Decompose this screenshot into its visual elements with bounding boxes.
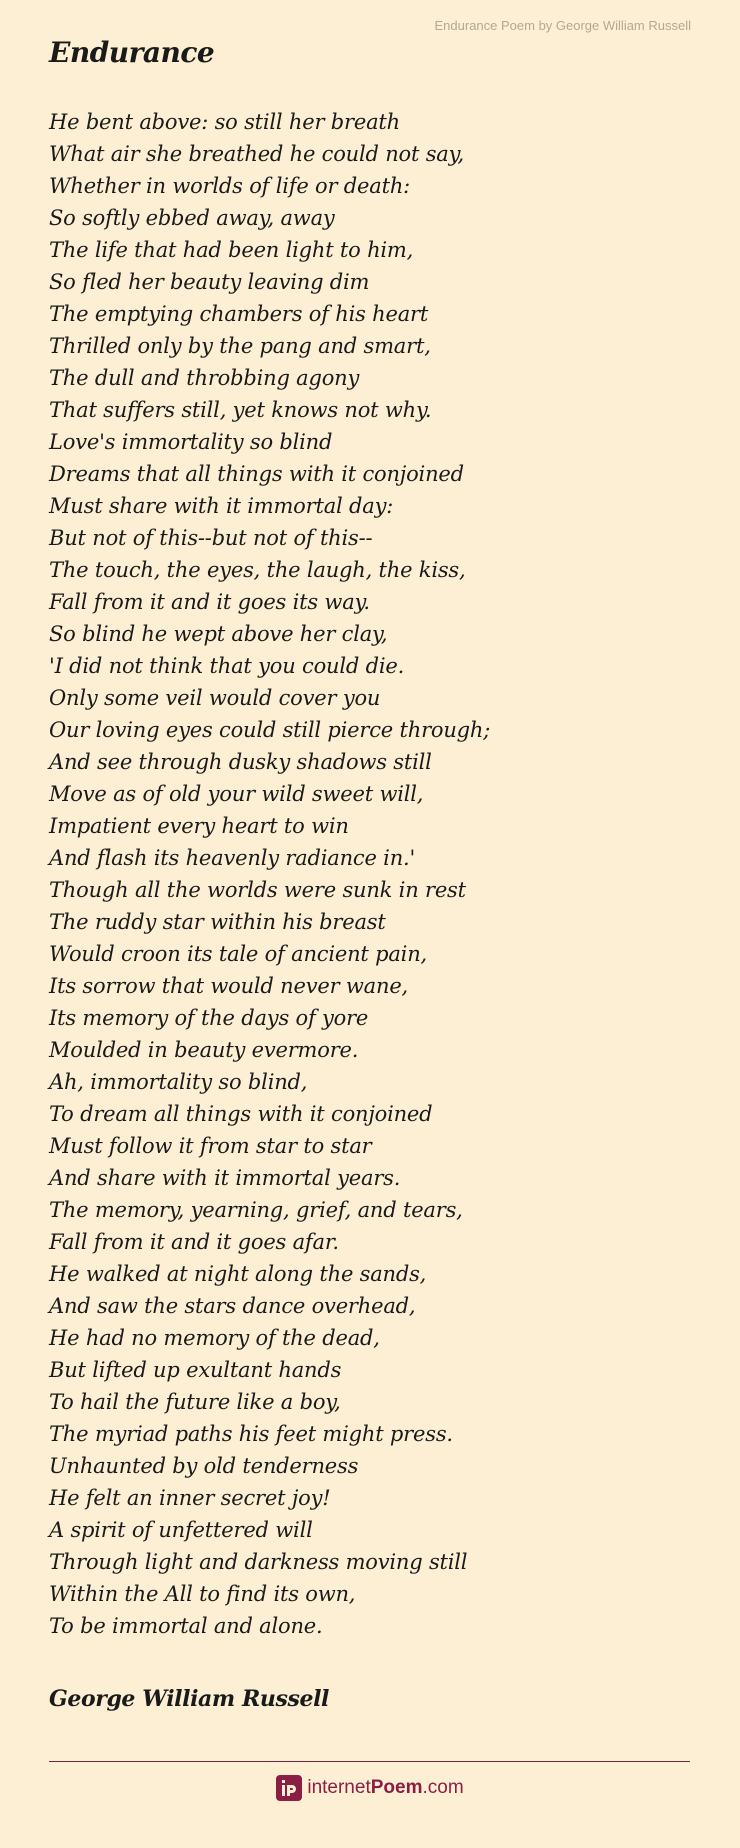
author-name: George William Russell — [49, 1686, 329, 1712]
poem-line: And share with it immortal years. — [49, 1166, 401, 1190]
poem-line: But not of this--but not of this-- — [49, 526, 373, 550]
poem-line: And see through dusky shadows still — [49, 750, 432, 774]
poem-line: Its memory of the days of yore — [49, 1006, 369, 1030]
poem-line: Though all the worlds were sunk in rest — [49, 878, 466, 902]
poem-line: To hail the future like a boy, — [49, 1390, 341, 1414]
poem-line: That suffers still, yet knows not why. — [49, 398, 432, 422]
divider — [49, 1761, 690, 1762]
poem-line: Unhaunted by old tenderness — [49, 1454, 359, 1478]
poem-line: So softly ebbed away, away — [49, 206, 335, 230]
poem-line: What air she breathed he could not say, — [49, 142, 464, 166]
ip-logo-glyph — [279, 1778, 299, 1798]
poem-line: Within the All to find its own, — [49, 1582, 356, 1606]
poem-line: The touch, the eyes, the laugh, the kiss, — [49, 558, 466, 582]
poem-line: And flash its heavenly radiance in.' — [49, 846, 416, 870]
poem-line: Thrilled only by the pang and smart, — [49, 334, 431, 358]
poem-line: To dream all things with it conjoined — [49, 1102, 433, 1126]
poem-line: Ah, immortality so blind, — [49, 1070, 308, 1094]
poem-line: A spirit of unfettered will — [49, 1518, 313, 1542]
logo-wordmark — [307, 1775, 463, 1801]
poem-line: He had no memory of the dead, — [49, 1326, 380, 1350]
logo-prefix: internet — [307, 1777, 371, 1798]
logo-bold: Poem — [370, 1777, 423, 1798]
poem-line: Only some veil would cover you — [49, 686, 381, 710]
header-caption: Endurance Poem by George William Russell — [434, 18, 691, 33]
poem-line: Must share with it immortal day: — [49, 494, 394, 518]
poem-line: Whether in worlds of life or death: — [49, 174, 411, 198]
poem-body — [49, 106, 699, 1642]
poem-line: The life that had been light to him, — [49, 238, 414, 262]
poem-line: Its sorrow that would never wane, — [49, 974, 409, 998]
poem-line: Fall from it and it goes its way. — [49, 590, 370, 614]
poem-line: So blind he wept above her clay, — [49, 622, 388, 646]
poem-line: The ruddy star within his breast — [49, 910, 386, 934]
poem-line: The dull and throbbing agony — [49, 366, 360, 390]
footer-logo[interactable] — [0, 1773, 740, 1803]
poem-line: To be immortal and alone. — [49, 1614, 323, 1638]
poem-line: Would croon its tale of ancient pain, — [49, 942, 427, 966]
poem-line: But lifted up exultant hands — [49, 1358, 342, 1382]
poem-line: He bent above: so still her breath — [49, 110, 400, 134]
poem-line: He walked at night along the sands, — [49, 1262, 427, 1286]
poem-line: So fled her beauty leaving dim — [49, 270, 370, 294]
poem-line: Fall from it and it goes afar. — [49, 1230, 339, 1254]
poem-line: 'I did not think that you could die. — [49, 654, 405, 678]
poem-line: And saw the stars dance overhead, — [49, 1294, 416, 1318]
poem-line: Our loving eyes could still pierce through; — [49, 718, 491, 742]
poem-line: The myriad paths his feet might press. — [49, 1422, 453, 1446]
poem-line: Moulded in beauty evermore. — [49, 1038, 359, 1062]
poem-line: Move as of old your wild sweet will, — [49, 782, 424, 806]
poem-line: Through light and darkness moving still — [49, 1550, 468, 1574]
ip-logo-icon — [276, 1775, 302, 1801]
poem-line: Impatient every heart to win — [49, 814, 349, 838]
poem-line: Dreams that all things with it conjoined — [49, 462, 464, 486]
poem-line: The memory, yearning, grief, and tears, — [49, 1198, 463, 1222]
poem-title: Endurance — [49, 36, 215, 69]
poem-line: The emptying chambers of his heart — [49, 302, 429, 326]
logo-suffix: .com — [422, 1777, 464, 1798]
poem-line: Love's immortality so blind — [49, 430, 333, 454]
poem-line: He felt an inner secret joy! — [49, 1486, 331, 1510]
poem-line: Must follow it from star to star — [49, 1134, 372, 1158]
